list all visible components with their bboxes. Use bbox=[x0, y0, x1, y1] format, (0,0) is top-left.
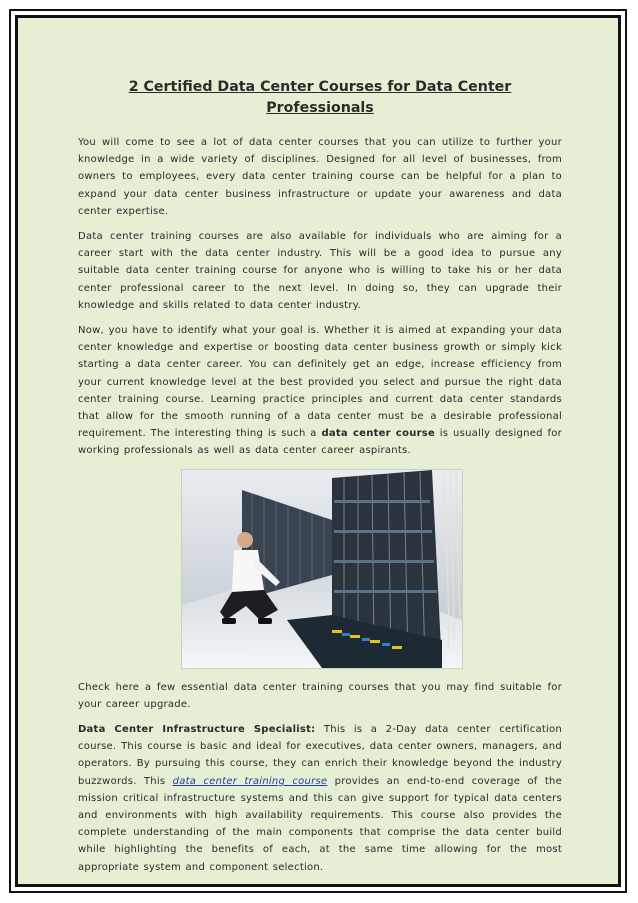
paragraph-intro: You will come to see a lot of data center courses that you can utilize to further your knowledge in a wide variety of disciplines. Designed for all level of businesses, from owners to employees, every data center training course can be helpful for a plan to expand your data center business infrastructure or update your awareness and data center expertise. bbox=[78, 137, 562, 217]
document-body bbox=[78, 77, 562, 884]
paragraph-specialist-text: This is a 2-Day data center certification course. This course is basic and ideal for executives, data center owners, managers, and operators. By pursuing this course, they can enrich their knowledge beyond the industry buzzwords. This bbox=[78, 724, 562, 787]
server-room-photo bbox=[181, 469, 463, 669]
document-title: 2 Certified Data Center Courses for Data Center Professionals bbox=[128, 79, 512, 116]
paragraph-career: Data center training courses are also available for individuals who are aiming for a career start with the data center industry. This will be a good idea to pursue any suitable data center training course for anyone who is willing to take his or her data center professional career to the next level. In doing so, they can upgrade their knowledge and skills related to data center industry. bbox=[78, 231, 562, 311]
paragraph-infrastructure-specialist bbox=[78, 721, 562, 876]
paragraph-checklist: Check here a few essential data center training courses that you may find suitable for your career upgrade. bbox=[78, 681, 562, 710]
bold-course-phrase: data center course bbox=[321, 428, 435, 440]
course-heading: Data Center Infrastructure Specialist: bbox=[78, 724, 316, 736]
paragraph-specialist-text-end: provides an end-to-end coverage of the mission critical infrastructure systems and this can give support for typical data centers and environments with high availability requirements. This course also provides the complete understanding of the main components that comprise the data center build while highlighting the benefits of each, at the same time allowing for the most appropriate system and component selection. bbox=[78, 775, 563, 873]
paragraph-goal bbox=[78, 322, 562, 460]
training-course-link[interactable]: data center training course bbox=[172, 775, 328, 787]
paragraph-goal-text-end: is usually designed for working professionals as well as data center career aspirants. bbox=[78, 428, 562, 457]
paragraph-goal-text: Now, you have to identify what your goal is. Whether it is aimed at expanding your data center knowledge and expertise or boosting data center business growth or simply kick starting a data center career. You can definitely get an edge, increase efficiency from your current knowledge level at the best provided you select and pursue the right data center training course. Learning practice principles and current data center standards that allow for the smooth running of a data center must be a desirable professional requirement. The interesting thing is such a bbox=[78, 325, 562, 440]
